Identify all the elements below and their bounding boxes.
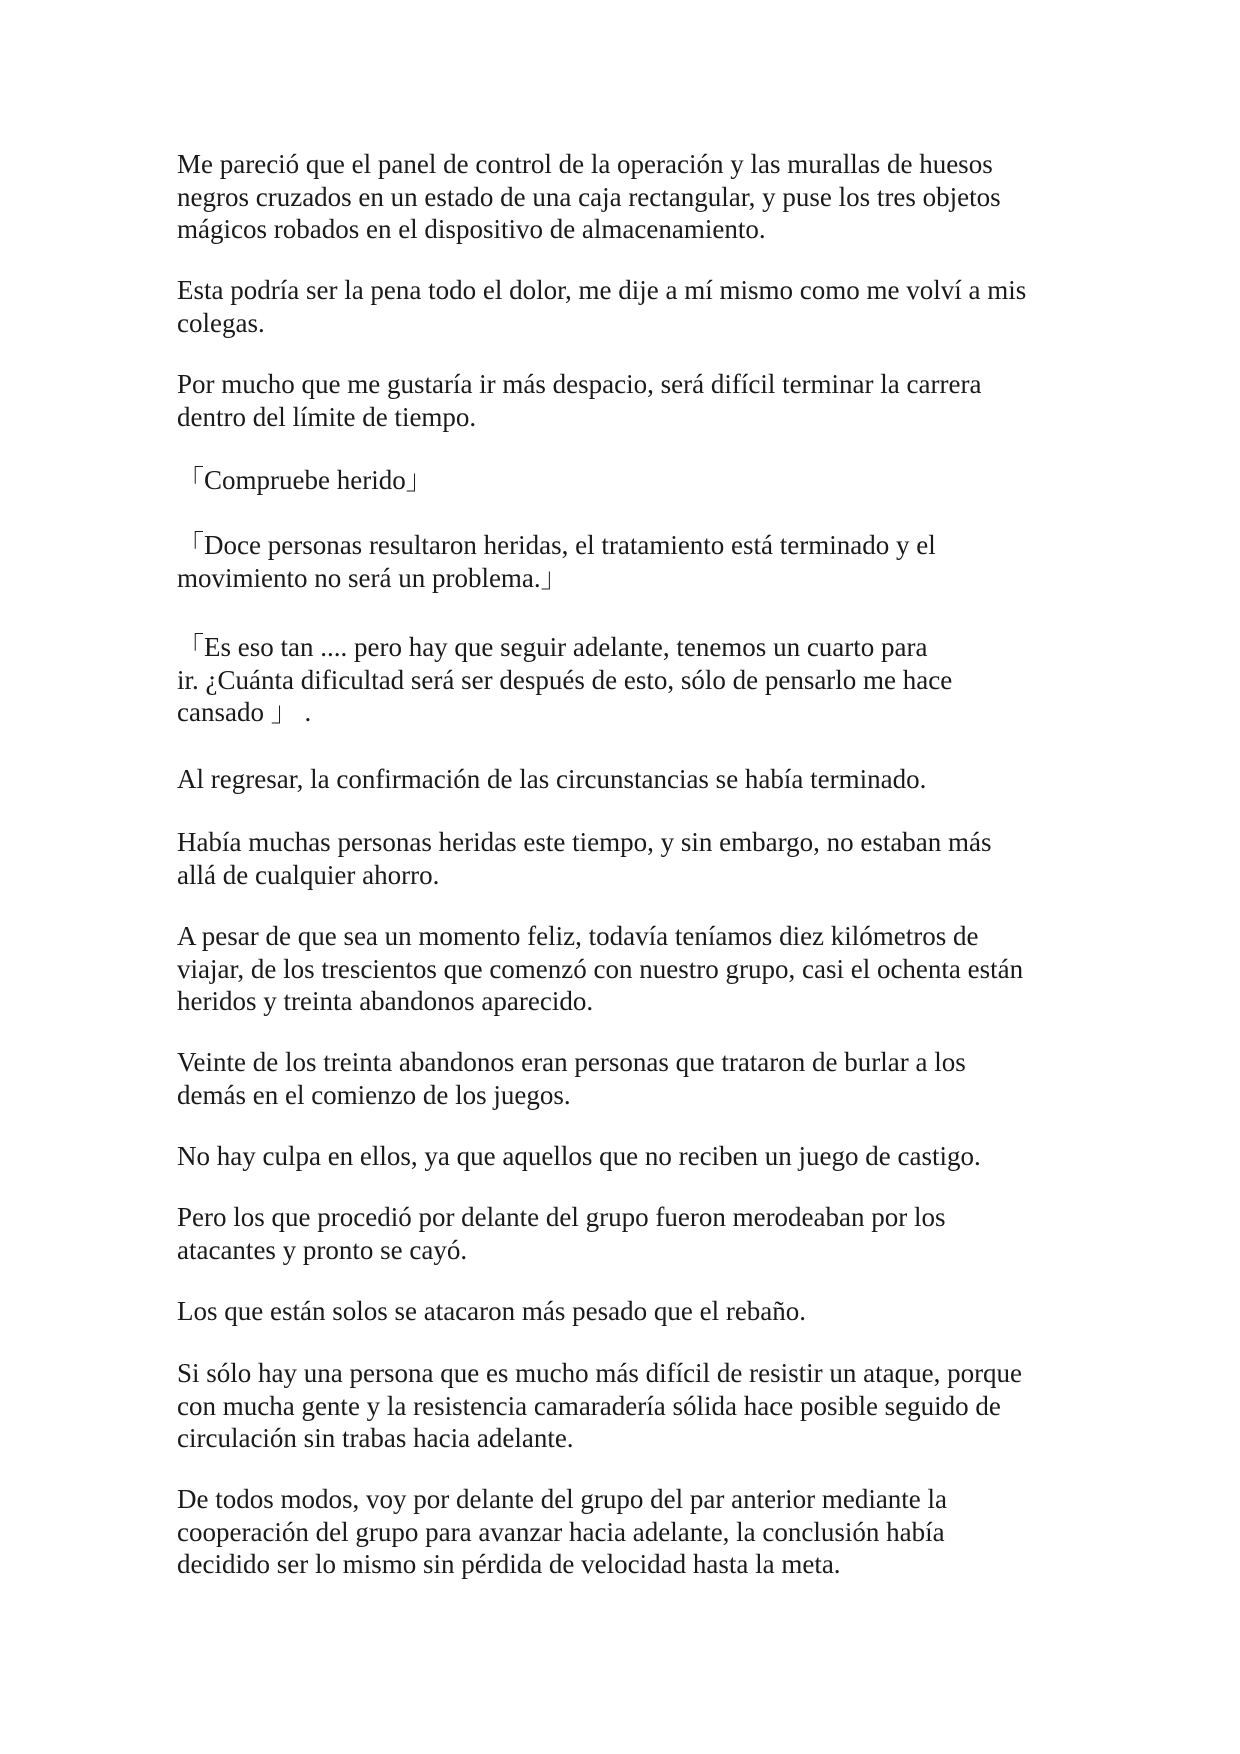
text-line: Si sólo hay una persona que es mucho más difícil de resistir un ataque, porque: [177, 1358, 1023, 1388]
paragraph-6: [177, 631, 1077, 729]
text-line: A pesar de que sea un momento feliz, todavía teníamos diez kilómetros de: [177, 921, 979, 951]
text-line: colegas.: [177, 307, 265, 338]
text-line: cooperación del grupo para avanzar hacia adelante, la conclusión había: [177, 1516, 945, 1547]
paragraph-12: [177, 1201, 1077, 1266]
text-line: heridos y treinta abandonos aparecido.: [177, 986, 594, 1016]
text-line: Pero los que procedió por delante del grupo fueron merodeaban por los: [177, 1202, 946, 1232]
paragraph-7: [177, 763, 1077, 796]
paragraph-9: [177, 920, 1077, 1018]
text-line: 「Compruebe herido」: [177, 465, 433, 495]
paragraph-8: [177, 826, 1077, 891]
paragraph-2: [177, 274, 1077, 339]
paragraph-11: [177, 1140, 1077, 1173]
text-line: con mucha gente y la resistencia camaradería sólida hace posible seguido de: [177, 1390, 1001, 1421]
paragraph-4: [177, 464, 1077, 497]
paragraph-1: [177, 148, 1077, 246]
text-line: demás en el comienzo de los juegos.: [177, 1079, 571, 1110]
text-line: mágicos robados en el dispositivo de almacenamiento.: [177, 214, 766, 244]
text-line: Había muchas personas heridas este tiempo, y sin embargo, no estaban más: [177, 827, 992, 857]
text-line: circulación sin trabas hacia adelante.: [177, 1423, 574, 1453]
text-line: Por mucho que me gustaría ir más despacio, será difícil terminar la carrera: [177, 369, 982, 399]
paragraph-3: [177, 368, 1077, 433]
text-line: viajar, de los trescientos que comenzó con nuestro grupo, casi el ochenta están: [177, 953, 1024, 984]
text-line: negros cruzados en un estado de una caja rectangular, y puse los tres objetos: [177, 181, 1001, 212]
paragraph-15: [177, 1483, 1077, 1581]
text-line: Esta podría ser la pena todo el dolor, me dije a mí mismo como me volví a mis: [177, 275, 1027, 305]
text-line: Me pareció que el panel de control de la operación y las murallas de huesos: [177, 149, 993, 179]
text-line: 「Es eso tan .... pero hay que seguir adelante, tenemos un cuarto para: [177, 632, 928, 662]
text-line: decidido ser lo mismo sin pérdida de velocidad hasta la meta.: [177, 1549, 841, 1579]
text-line: allá de cualquier ahorro.: [177, 859, 440, 890]
text-line: Veinte de los treinta abandonos eran personas que trataron de burlar a los: [177, 1047, 966, 1077]
paragraph-14: [177, 1357, 1077, 1455]
paragraph-10: [177, 1046, 1077, 1111]
text-line: No hay culpa en ellos, ya que aquellos que no reciben un juego de castigo.: [177, 1141, 981, 1171]
text-line: De todos modos, voy por delante del grupo del par anterior mediante la: [177, 1484, 948, 1514]
text-line: cansado 」 .: [177, 697, 312, 727]
paragraph-13: [177, 1295, 1077, 1328]
paragraph-5: [177, 529, 1077, 594]
text-line: dentro del límite de tiempo.: [177, 401, 477, 432]
text-line: 「Doce personas resultaron heridas, el tratamiento está terminado y el: [177, 530, 936, 560]
text-line: Los que están solos se atacaron más pesado que el rebaño.: [177, 1296, 807, 1326]
text-line: ir. ¿Cuánta dificultad será ser después de esto, sólo de pensarlo me hace: [177, 664, 953, 695]
text-line: Al regresar, la confirmación de las circunstancias se había terminado.: [177, 764, 927, 794]
text-line: movimiento no será un problema.」: [177, 562, 568, 593]
text-line: atacantes y pronto se cayó.: [177, 1234, 468, 1265]
